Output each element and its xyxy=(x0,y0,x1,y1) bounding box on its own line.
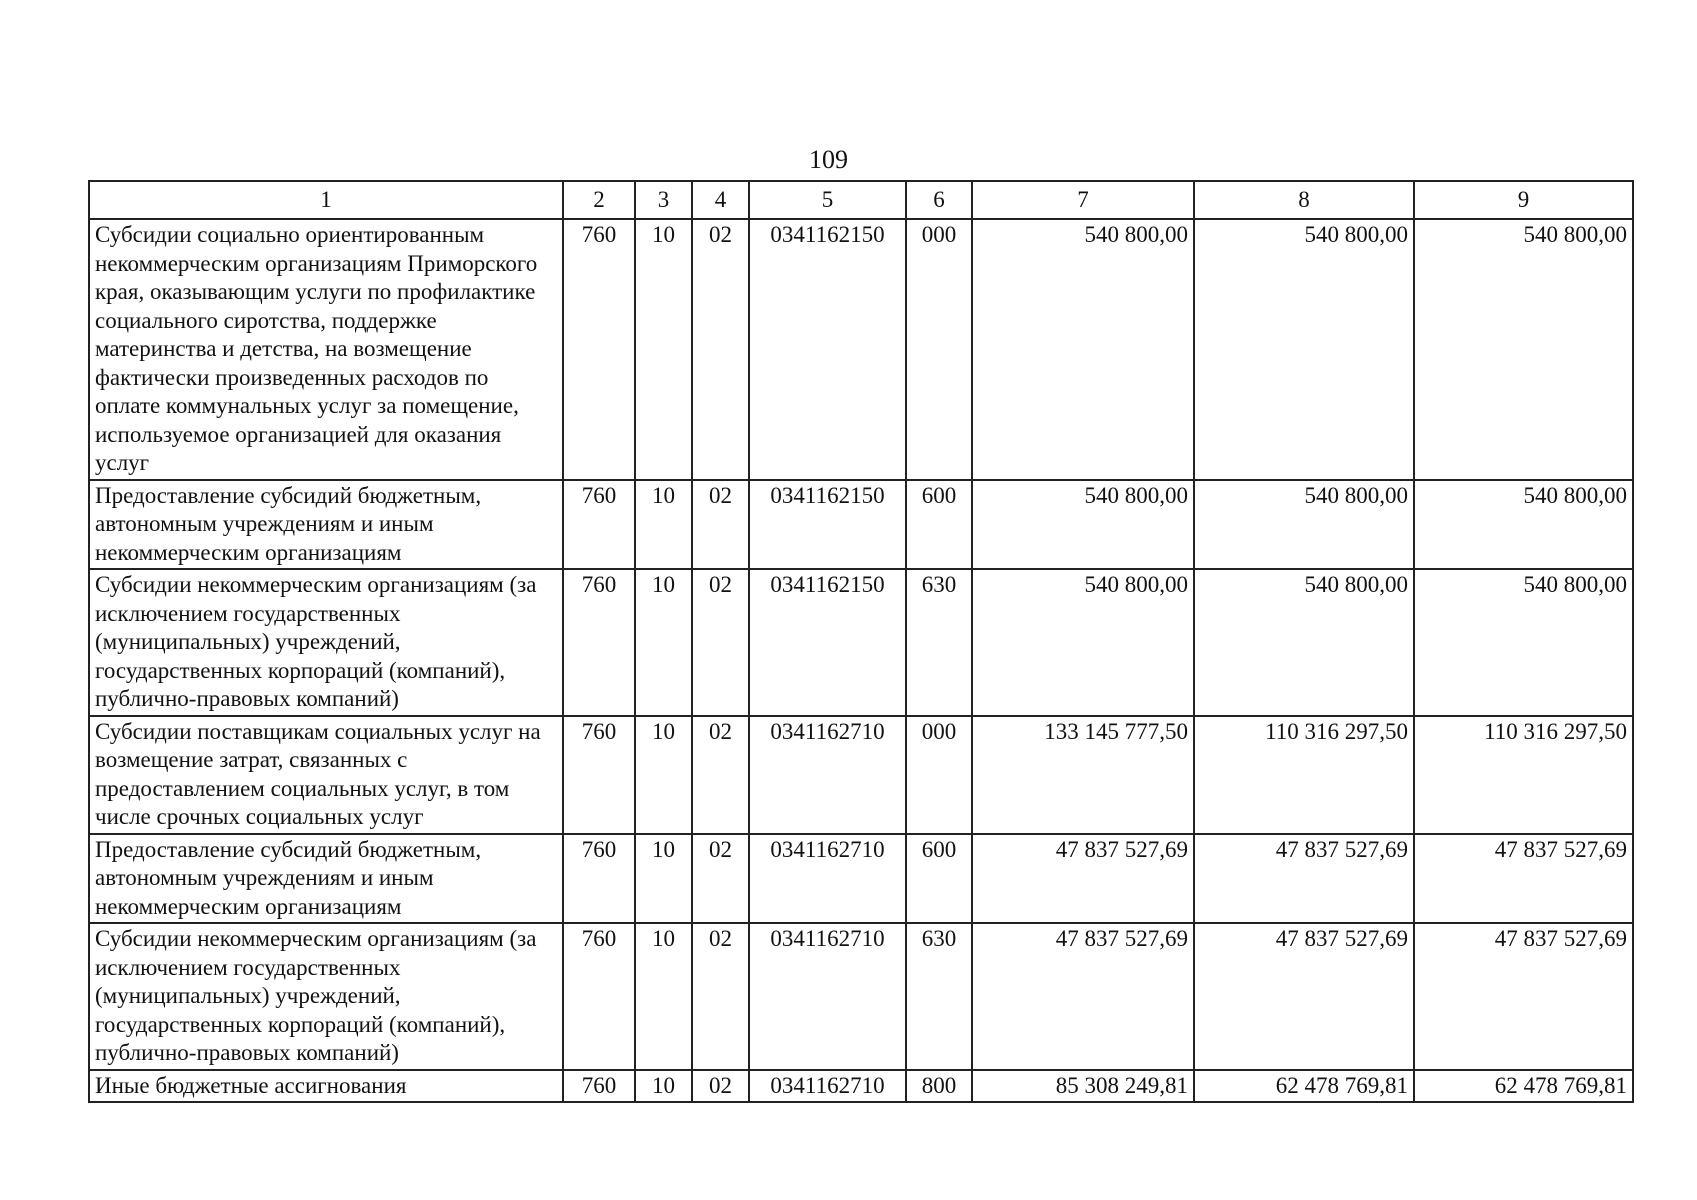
cell-col-6: 800 xyxy=(906,1070,972,1103)
table-row xyxy=(89,569,1633,716)
cell-col-5: 0341162710 xyxy=(749,923,906,1070)
cell-col-5: 0341162710 xyxy=(749,834,906,924)
cell-col-4: 02 xyxy=(692,219,749,480)
table-row xyxy=(89,923,1633,1070)
cell-col-3: 10 xyxy=(635,834,692,924)
row-name: Субсидии социально ориентированным некоммерческим организациям Приморского края, оказывающим услуги по профилактике социального сиротства, поддержке материнства и детства, на возмещение фактически произведенных расходов по оплате коммунальных услуг за помещение, используемое организацией для оказания услуг xyxy=(89,219,563,480)
page-number: 109 xyxy=(809,145,848,174)
cell-col-8: 62 478 769,81 xyxy=(1194,1070,1414,1103)
cell-col-2: 760 xyxy=(563,480,635,570)
cell-col-8: 110 316 297,50 xyxy=(1194,716,1414,834)
header-col-3: 3 xyxy=(635,181,692,219)
cell-col-7: 540 800,00 xyxy=(972,569,1194,716)
table-row xyxy=(89,219,1633,480)
cell-col-8: 47 837 527,69 xyxy=(1194,923,1414,1070)
cell-col-9: 62 478 769,81 xyxy=(1414,1070,1633,1103)
header-col-9: 9 xyxy=(1414,181,1633,219)
cell-col-9: 540 800,00 xyxy=(1414,219,1633,480)
cell-col-5: 0341162710 xyxy=(749,716,906,834)
cell-col-4: 02 xyxy=(692,1070,749,1103)
cell-col-8: 540 800,00 xyxy=(1194,219,1414,480)
table-row xyxy=(89,834,1633,924)
cell-col-7: 540 800,00 xyxy=(972,480,1194,570)
cell-col-5: 0341162150 xyxy=(749,569,906,716)
cell-col-3: 10 xyxy=(635,1070,692,1103)
row-name: Субсидии некоммерческим организациям (за исключением государственных (муниципальных) учреждений, государственных корпораций (компаний), публично-правовых компаний) xyxy=(89,569,563,716)
header-col-6: 6 xyxy=(906,181,972,219)
cell-col-7: 133 145 777,50 xyxy=(972,716,1194,834)
row-name: Субсидии поставщикам социальных услуг на возмещение затрат, связанных с предоставлением социальных услуг, в том числе срочных социальных услуг xyxy=(89,716,563,834)
cell-col-5: 0341162150 xyxy=(749,219,906,480)
cell-col-6: 630 xyxy=(906,923,972,1070)
cell-col-9: 540 800,00 xyxy=(1414,569,1633,716)
cell-col-2: 760 xyxy=(563,219,635,480)
cell-col-3: 10 xyxy=(635,219,692,480)
cell-col-9: 540 800,00 xyxy=(1414,480,1633,570)
cell-col-2: 760 xyxy=(563,834,635,924)
cell-col-8: 47 837 527,69 xyxy=(1194,834,1414,924)
table-row xyxy=(89,716,1633,834)
header-col-5: 5 xyxy=(749,181,906,219)
row-name: Предоставление субсидий бюджетным, автономным учреждениям и иным некоммерческим организациям xyxy=(89,834,563,924)
cell-col-6: 600 xyxy=(906,834,972,924)
cell-col-9: 47 837 527,69 xyxy=(1414,923,1633,1070)
budget-table xyxy=(88,180,1634,1103)
cell-col-4: 02 xyxy=(692,480,749,570)
header-col-8: 8 xyxy=(1194,181,1414,219)
header-col-7: 7 xyxy=(972,181,1194,219)
cell-col-6: 000 xyxy=(906,219,972,480)
cell-col-5: 0341162710 xyxy=(749,1070,906,1103)
header-col-2: 2 xyxy=(563,181,635,219)
cell-col-3: 10 xyxy=(635,716,692,834)
cell-col-7: 85 308 249,81 xyxy=(972,1070,1194,1103)
table-row xyxy=(89,1070,1633,1103)
cell-col-2: 760 xyxy=(563,923,635,1070)
cell-col-2: 760 xyxy=(563,716,635,834)
cell-col-7: 47 837 527,69 xyxy=(972,923,1194,1070)
cell-col-4: 02 xyxy=(692,834,749,924)
cell-col-4: 02 xyxy=(692,923,749,1070)
cell-col-3: 10 xyxy=(635,569,692,716)
cell-col-4: 02 xyxy=(692,569,749,716)
row-name: Субсидии некоммерческим организациям (за исключением государственных (муниципальных) учреждений, государственных корпораций (компаний), публично-правовых компаний) xyxy=(89,923,563,1070)
cell-col-3: 10 xyxy=(635,480,692,570)
table-header-row xyxy=(89,181,1633,219)
header-col-1: 1 xyxy=(89,181,563,219)
cell-col-8: 540 800,00 xyxy=(1194,569,1414,716)
cell-col-7: 540 800,00 xyxy=(972,219,1194,480)
cell-col-7: 47 837 527,69 xyxy=(972,834,1194,924)
cell-col-6: 600 xyxy=(906,480,972,570)
cell-col-9: 110 316 297,50 xyxy=(1414,716,1633,834)
cell-col-5: 0341162150 xyxy=(749,480,906,570)
cell-col-4: 02 xyxy=(692,716,749,834)
cell-col-2: 760 xyxy=(563,569,635,716)
cell-col-8: 540 800,00 xyxy=(1194,480,1414,570)
cell-col-6: 630 xyxy=(906,569,972,716)
cell-col-6: 000 xyxy=(906,716,972,834)
table-row xyxy=(89,480,1633,570)
row-name: Предоставление субсидий бюджетным, автономным учреждениям и иным некоммерческим организациям xyxy=(89,480,563,570)
cell-col-2: 760 xyxy=(563,1070,635,1103)
cell-col-9: 47 837 527,69 xyxy=(1414,834,1633,924)
cell-col-3: 10 xyxy=(635,923,692,1070)
row-name: Иные бюджетные ассигнования xyxy=(89,1070,563,1103)
header-col-4: 4 xyxy=(692,181,749,219)
